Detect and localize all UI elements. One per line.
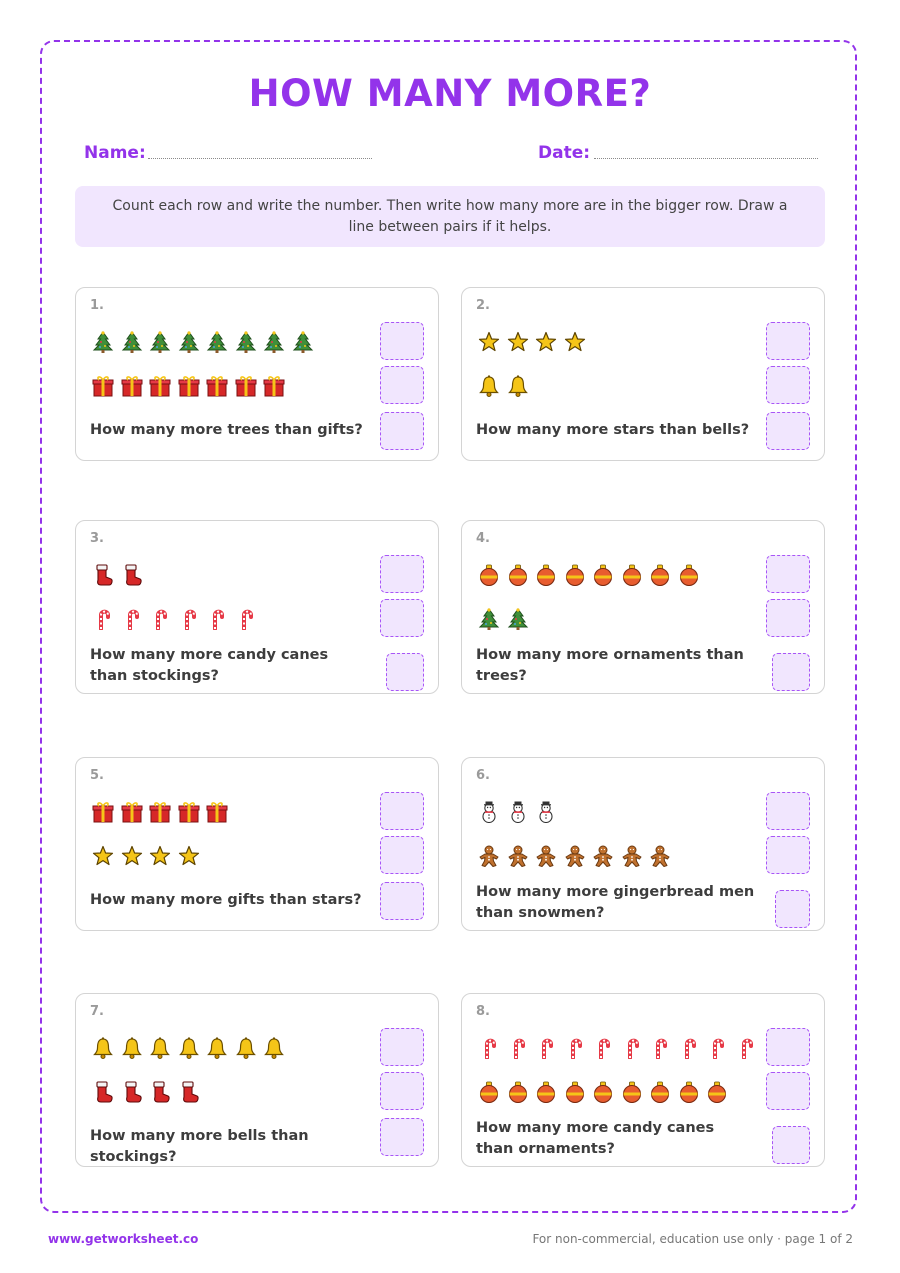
star-icon (146, 842, 175, 870)
snowman-icon (532, 798, 561, 826)
bell-icon (232, 1034, 261, 1062)
problem-number: 2. (476, 298, 490, 313)
candy-cane-icon (203, 605, 232, 633)
question-text: How many more ornaments than trees? (476, 647, 744, 684)
name-label: Name: (84, 143, 146, 163)
ornament-icon (618, 561, 647, 589)
gift-icon (260, 372, 289, 400)
count-row-2 (475, 842, 675, 870)
ornament-icon (475, 561, 504, 589)
bell-icon (504, 372, 533, 400)
question-text: How many more stars than bells? (476, 422, 750, 438)
star-icon (561, 328, 590, 356)
ornament-icon (646, 1078, 675, 1106)
star-icon (175, 842, 204, 870)
candy-cane-icon (732, 1034, 761, 1062)
answer-box-difference[interactable] (380, 412, 424, 450)
candy-cane-icon (175, 605, 204, 633)
bell-icon (203, 1034, 232, 1062)
gingerbread-icon (475, 842, 504, 870)
question-text: How many more trees than gifts? (90, 422, 363, 438)
answer-box-difference[interactable] (380, 1118, 424, 1156)
question-text: How many more candy canes than ornaments? (476, 1120, 715, 1157)
candy-cane-icon (146, 605, 175, 633)
stocking-icon (118, 561, 147, 589)
ornament-icon (504, 1078, 533, 1106)
gift-icon (203, 798, 232, 826)
problem-card (461, 993, 825, 1167)
ornament-icon (646, 561, 675, 589)
ornament-icon (532, 1078, 561, 1106)
answer-box-row-2[interactable] (766, 366, 810, 404)
count-row-1 (89, 328, 317, 356)
answer-box-row-1[interactable] (380, 322, 424, 360)
gift-icon (89, 798, 118, 826)
count-row-1 (475, 561, 703, 589)
candy-cane-icon (675, 1034, 704, 1062)
candy-cane-icon (504, 1034, 533, 1062)
candy-cane-icon (646, 1034, 675, 1062)
ornament-icon (675, 561, 704, 589)
question-text: How many more gingerbread men than snowmen? (476, 884, 755, 921)
stocking-icon (175, 1078, 204, 1106)
gift-icon (146, 798, 175, 826)
answer-box-row-1[interactable] (766, 322, 810, 360)
ornament-icon (589, 1078, 618, 1106)
ornament-icon (504, 561, 533, 589)
question-text: How many more bells than stockings? (90, 1128, 309, 1165)
gingerbread-icon (646, 842, 675, 870)
ornament-icon (618, 1078, 647, 1106)
candy-cane-icon (118, 605, 147, 633)
snowman-icon (504, 798, 533, 826)
ornament-icon (675, 1078, 704, 1106)
problem-number: 7. (90, 1004, 104, 1019)
answer-box-row-2[interactable] (766, 1072, 810, 1110)
ornament-icon (475, 1078, 504, 1106)
star-icon (89, 842, 118, 870)
problem-card (461, 757, 825, 931)
bell-icon (89, 1034, 118, 1062)
answer-box-row-1[interactable] (766, 1028, 810, 1066)
gift-icon (118, 798, 147, 826)
stocking-icon (89, 561, 118, 589)
count-row-2 (89, 842, 203, 870)
problem-card (75, 287, 439, 461)
problem-card (75, 520, 439, 694)
count-row-2 (475, 605, 532, 633)
problem-number: 6. (476, 768, 490, 783)
answer-box-row-2[interactable] (380, 366, 424, 404)
count-row-2 (89, 1078, 203, 1106)
footer-note: For non-commercial, education use only · page 1 of 2 (532, 1232, 853, 1246)
bell-icon (146, 1034, 175, 1062)
gift-icon (89, 372, 118, 400)
gift-icon (175, 372, 204, 400)
tree-icon (504, 605, 533, 633)
star-icon (532, 328, 561, 356)
answer-box-row-2[interactable] (380, 836, 424, 874)
gift-icon (232, 372, 261, 400)
answer-box-row-1[interactable] (766, 555, 810, 593)
problem-number: 8. (476, 1004, 490, 1019)
count-row-2 (475, 1078, 732, 1106)
answer-box-difference[interactable] (386, 653, 424, 691)
gift-icon (203, 372, 232, 400)
name-field[interactable] (148, 158, 372, 159)
tree-icon (203, 328, 232, 356)
stocking-icon (118, 1078, 147, 1106)
candy-cane-icon (589, 1034, 618, 1062)
answer-box-row-1[interactable] (380, 555, 424, 593)
gingerbread-icon (504, 842, 533, 870)
candy-cane-icon (703, 1034, 732, 1062)
count-row-2 (89, 605, 260, 633)
bell-icon (260, 1034, 289, 1062)
answer-box-difference[interactable] (772, 1126, 810, 1164)
candy-cane-icon (618, 1034, 647, 1062)
problem-card (75, 757, 439, 931)
star-icon (118, 842, 147, 870)
date-label: Date: (538, 143, 591, 163)
answer-box-row-1[interactable] (380, 792, 424, 830)
gift-icon (118, 372, 147, 400)
gingerbread-icon (618, 842, 647, 870)
tree-icon (289, 328, 318, 356)
star-icon (504, 328, 533, 356)
instructions-box: Count each row and write the number. Then write how many more are in the bigger row. Draw a line between pairs if it helps. (75, 186, 825, 247)
answer-box-row-1[interactable] (380, 1028, 424, 1066)
footer-website[interactable]: www.getworksheet.co (48, 1232, 199, 1246)
candy-cane-icon (232, 605, 261, 633)
gift-icon (146, 372, 175, 400)
gingerbread-icon (589, 842, 618, 870)
problem-card (461, 520, 825, 694)
problem-number: 4. (476, 531, 490, 546)
ornament-icon (532, 561, 561, 589)
date-field[interactable] (594, 158, 818, 159)
tree-icon (175, 328, 204, 356)
answer-box-difference[interactable] (772, 653, 810, 691)
gingerbread-icon (532, 842, 561, 870)
bell-icon (118, 1034, 147, 1062)
bell-icon (475, 372, 504, 400)
candy-cane-icon (561, 1034, 590, 1062)
answer-box-row-2[interactable] (380, 599, 424, 637)
count-row-1 (475, 328, 589, 356)
bell-icon (175, 1034, 204, 1062)
worksheet-title: HOW MANY MORE? (248, 72, 652, 115)
answer-box-difference[interactable] (766, 412, 810, 450)
candy-cane-icon (475, 1034, 504, 1062)
problem-number: 3. (90, 531, 104, 546)
ornament-icon (703, 1078, 732, 1106)
count-row-1 (89, 1034, 289, 1062)
ornament-icon (589, 561, 618, 589)
answer-box-row-2[interactable] (766, 599, 810, 637)
count-row-1 (89, 561, 146, 589)
tree-icon (146, 328, 175, 356)
count-row-1 (475, 1034, 760, 1062)
answer-box-difference[interactable] (380, 882, 424, 920)
tree-icon (260, 328, 289, 356)
answer-box-difference[interactable] (775, 890, 810, 928)
count-row-1 (475, 798, 561, 826)
problem-card (75, 993, 439, 1167)
tree-icon (232, 328, 261, 356)
candy-cane-icon (532, 1034, 561, 1062)
answer-box-row-2[interactable] (766, 836, 810, 874)
tree-icon (89, 328, 118, 356)
answer-box-row-2[interactable] (380, 1072, 424, 1110)
gift-icon (175, 798, 204, 826)
tree-icon (118, 328, 147, 356)
question-text: How many more gifts than stars? (90, 892, 362, 908)
count-row-1 (89, 798, 232, 826)
stocking-icon (89, 1078, 118, 1106)
candy-cane-icon (89, 605, 118, 633)
problem-number: 5. (90, 768, 104, 783)
question-text: How many more candy canes than stockings? (90, 647, 329, 684)
gingerbread-icon (561, 842, 590, 870)
problem-card (461, 287, 825, 461)
stocking-icon (146, 1078, 175, 1106)
answer-box-row-1[interactable] (766, 792, 810, 830)
count-row-2 (475, 372, 532, 400)
count-row-2 (89, 372, 289, 400)
ornament-icon (561, 561, 590, 589)
problem-number: 1. (90, 298, 104, 313)
ornament-icon (561, 1078, 590, 1106)
star-icon (475, 328, 504, 356)
snowman-icon (475, 798, 504, 826)
tree-icon (475, 605, 504, 633)
